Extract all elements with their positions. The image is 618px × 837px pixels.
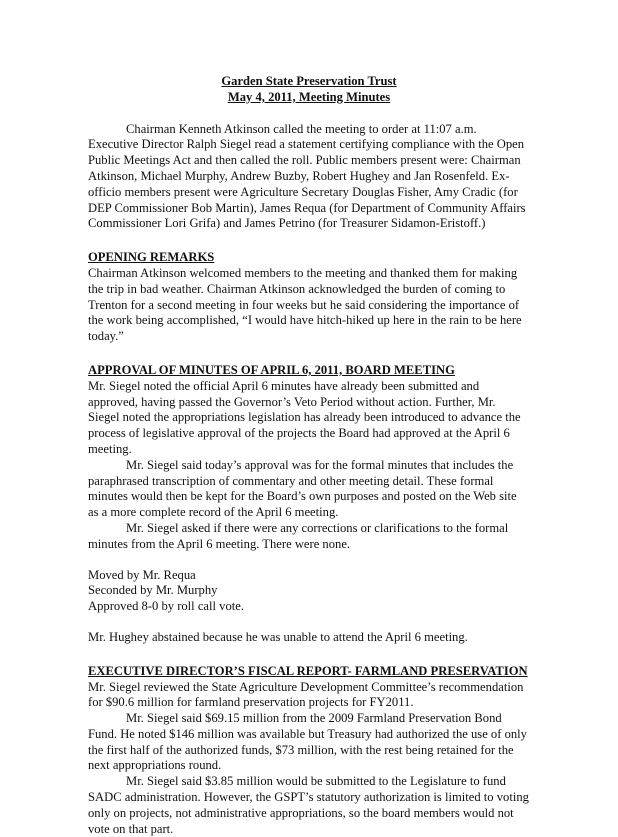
document-subtitle: May 4, 2011, Meeting Minutes bbox=[227, 89, 391, 104]
fiscal-paragraph-1: Mr. Siegel reviewed the State Agriculture Development Committee’s recommendation for $90.6 million for farmland preservation projects for FY2011. bbox=[88, 679, 524, 710]
document-title: Garden State Preservation Trust bbox=[221, 74, 397, 88]
fiscal-paragraph-2: Mr. Siegel said $69.15 million from the 2009 Farmland Preservation Bond Fund. He noted $146 million was available but Treasury had authorized the use of only the first half of the authorized funds, $73 million, with the rest being retained for the next appropriations round. bbox=[88, 711, 527, 773]
seconded-by-line: Seconded by Mr. Murphy bbox=[88, 583, 218, 598]
vote-result-line: Approved 8-0 by roll call vote. bbox=[88, 599, 244, 614]
approval-paragraph-3: Mr. Siegel asked if there were any corrections or clarifications to the formal minutes from the April 6 meeting. There were none. bbox=[88, 520, 509, 551]
approval-paragraph-2: Mr. Siegel said today’s approval was for the formal minutes that includes the paraphrased transcription of commentary and other meeting detail. These formal minutes would then be kept for the Board’s own purposes and posted on the Web site as a more complete record of the April 6 meeting. bbox=[88, 457, 517, 520]
approval-paragraph-1: Mr. Siegel noted the official April 6 minutes have already been submitted and approved, having passed the Governor’s Veto Period without action. Further, Mr. Siegel noted the appropriations legislation has already been introduced to advance the process of legislative approval of the projects the Board had approved at the April 6 meeting. bbox=[88, 378, 521, 456]
moved-by-line: Moved by Mr. Requa bbox=[88, 567, 196, 582]
intro-paragraph: Chairman Kenneth Atkinson called the meeting to order at 11:07 a.m. Executive Director Ralph Siegel read a statement certifying compliance with the Open Public Meetings Act and then called the roll. Public members present were: Chairman Atkinson, Michael Murphy, Andrew Buzby, Robert Hughey and Jan Rosenfeld. Ex-officio members present were Agriculture Secretary Douglas Fisher, Amy Cradic (for DEP Commissioner Bob Martin), James Requa (for Department of Community Affairs Commissioner Lori Grifa) and James Petrino (for Treasurer Sidamon-Eristoff.) bbox=[88, 121, 526, 231]
approval-heading: APPROVAL OF MINUTES OF APRIL 6, 2011, BOARD MEETING bbox=[88, 362, 455, 377]
opening-remarks-heading: OPENING REMARKS bbox=[88, 250, 215, 265]
fiscal-paragraph-3: Mr. Siegel said $3.85 million would be submitted to the Legislature to fund SADC administration. However, the GSPT’s statutory authorization is limited to voting only on projects, not administrative appropriations, so the board members would not vote on that part. bbox=[88, 774, 529, 836]
opening-remarks-paragraph: Chairman Atkinson welcomed members to the meeting and thanked them for making the trip in bad weather. Chairman Atkinson acknowledged the burden of coming to Trenton for a second meeting in four weeks but he said considering the importance of the work being accomplished, “I would have hitch-hiked up here in the rain to be here today.” bbox=[88, 265, 522, 344]
minutes-page bbox=[88, 74, 530, 837]
abstention-line: Mr. Hughey abstained because he was unable to attend the April 6 meeting. bbox=[88, 629, 468, 644]
fiscal-report-heading: EXECUTIVE DIRECTOR’S FISCAL REPORT- FARMLAND PRESERVATION bbox=[88, 663, 528, 678]
